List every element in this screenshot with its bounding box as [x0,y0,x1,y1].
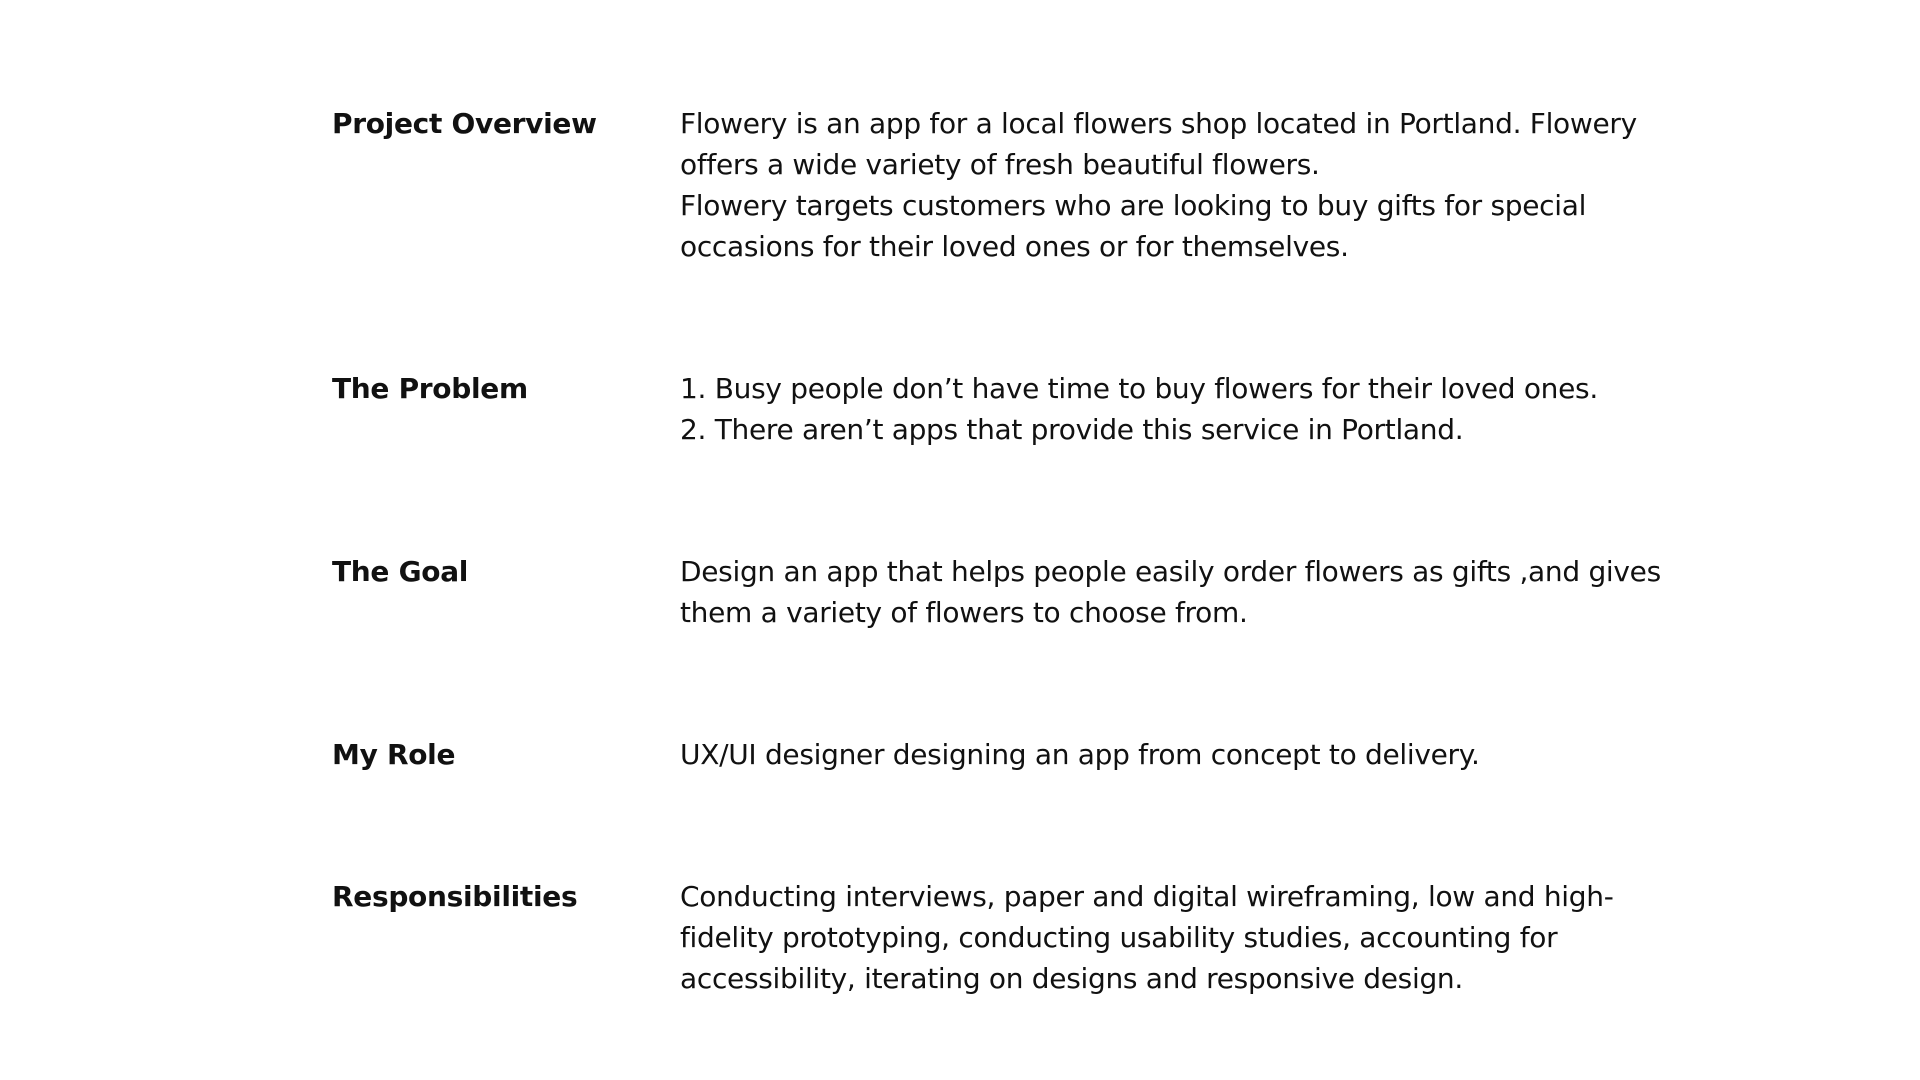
section-body [680,551,1732,633]
body-line: occasions for their loved ones or for themselves. [680,230,1349,263]
section-heading: My Role [332,738,456,771]
section-heading: Responsibilities [332,880,578,913]
body-line: Design an app that helps people easily order flowers as gifts ,and gives [680,555,1661,588]
section-heading: The Problem [332,372,528,405]
section-body [680,876,1732,999]
case-study-document [332,0,1732,1080]
body-line: accessibility, iterating on designs and responsive design. [680,962,1463,995]
section-heading: Project Overview [332,107,597,140]
body-line: offers a wide variety of fresh beautiful flowers. [680,148,1320,181]
section-responsibilities [332,876,1732,999]
body-line: 1. Busy people don’t have time to buy flowers for their loved ones. [680,372,1598,405]
body-line: 2. There aren’t apps that provide this service in Portland. [680,413,1464,446]
section-body [680,368,1732,450]
section-my-role [332,734,1732,775]
body-line: UX/UI designer designing an app from concept to delivery. [680,738,1480,771]
section-heading: The Goal [332,555,469,588]
section-the-goal [332,551,1732,633]
body-line: them a variety of flowers to choose from. [680,596,1248,629]
section-project-overview [332,103,1732,267]
body-line: fidelity prototyping, conducting usability studies, accounting for [680,921,1558,954]
body-line: Flowery is an app for a local flowers shop located in Portland. Flowery [680,107,1637,140]
body-line: Conducting interviews, paper and digital wireframing, low and high- [680,880,1614,913]
section-body [680,734,1732,775]
body-line: Flowery targets customers who are looking to buy gifts for special [680,189,1587,222]
section-body [680,103,1732,267]
section-the-problem [332,368,1732,450]
